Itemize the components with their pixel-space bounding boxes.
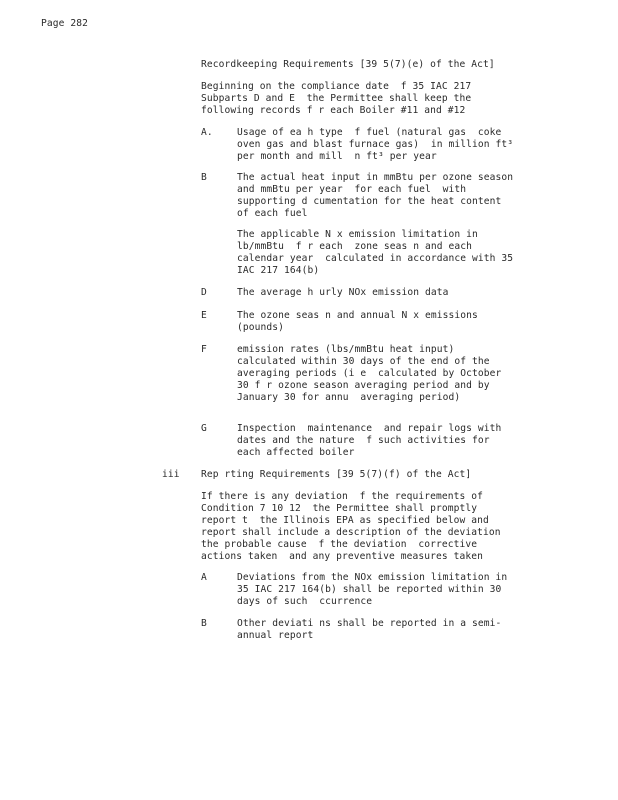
text-line: and mmBtu per year for each fuel with [237,184,467,195]
item-label: B [201,172,207,183]
text-line: days of such ccurrence [237,596,373,607]
text-line: (pounds) [237,322,285,333]
recordkeeping-item-b [237,172,513,220]
recordkeeping-item-g [237,423,501,459]
item-label: F [201,344,207,355]
item-label: D [201,287,207,298]
recordkeeping-intro [201,81,471,117]
section-numeral: iii [162,469,180,480]
recordkeeping-item-a [237,127,513,163]
text-line: Inspection maintenance and repair logs with [237,423,502,434]
text-line: Beginning on the compliance date f 35 IAC 217 [201,81,472,92]
text-line: 30 f r ozone season averaging period and by [237,380,490,391]
text-line: averaging periods (i e calculated by October [237,368,502,379]
text-line: annual report [237,630,314,641]
text-line: calendar year calculated in accordance with 35 [237,253,514,264]
reporting-heading: Rep rting Requirements [39 5(7)(f) of the Act] [201,469,472,480]
recordkeeping-heading: Recordkeeping Requirements [39 5(7)(e) of the Act] [201,59,495,70]
recordkeeping-item-c [237,229,513,277]
text-line: actions taken and any preventive measures taken [201,551,484,562]
recordkeeping-item-d [237,287,449,299]
text-line: The ozone seas n and annual N x emissions [237,310,478,321]
text-line: dates and the nature f such activities for [237,435,490,446]
text-line: oven gas and blast furnace gas) in million ft³ [237,139,514,150]
item-label: A [201,572,207,583]
text-line: the probable cause f the deviation corrective [201,539,478,550]
text-line: Subparts D and E the Permittee shall keep the [201,93,472,104]
reporting-intro [201,491,501,563]
item-label: G [201,423,207,434]
recordkeeping-item-e [237,310,478,334]
text-line: 35 IAC 217 164(b) shall be reported within 30 [237,584,502,595]
reporting-item-b [237,618,501,642]
text-line: lb/mmBtu f r each zone seas n and each [237,241,473,252]
text-line: IAC 217 164(b) [237,265,320,276]
item-label: B [201,618,207,629]
text-line: supporting d cumentation for the heat content [237,196,502,207]
text-line: The applicable N x emission limitation in [237,229,478,240]
text-line: of each fuel [237,208,308,219]
text-line: each affected boiler [237,447,355,458]
text-line: The average h urly NOx emission data [237,287,449,298]
text-line: The actual heat input in mmBtu per ozone season [237,172,514,183]
text-line: If there is any deviation f the requirements of [201,491,484,502]
text-line: per month and mill n ft³ per year [237,151,437,162]
text-line: report shall include a description of the deviation [201,527,501,538]
text-line: Usage of ea h type f fuel (natural gas coke [237,127,502,138]
recordkeeping-item-f [237,344,501,404]
text-line: January 30 for annu averaging period) [237,392,461,403]
page-number: Page 282 [41,18,89,29]
reporting-item-a [237,572,507,608]
text-line: Other deviati ns shall be reported in a semi- [237,618,502,629]
text-line: calculated within 30 days of the end of the [237,356,490,367]
text-line: Condition 7 10 12 the Permittee shall promptly [201,503,478,514]
item-label: A. [201,127,213,138]
text-line: Deviations from the NOx emission limitation in [237,572,508,583]
item-label: E [201,310,207,321]
text-line: emission rates (lbs/mmBtu heat input) [237,344,455,355]
text-line: report t the Illinois EPA as specified below and [201,515,489,526]
text-line: following records f r each Boiler #11 and #12 [201,105,466,116]
